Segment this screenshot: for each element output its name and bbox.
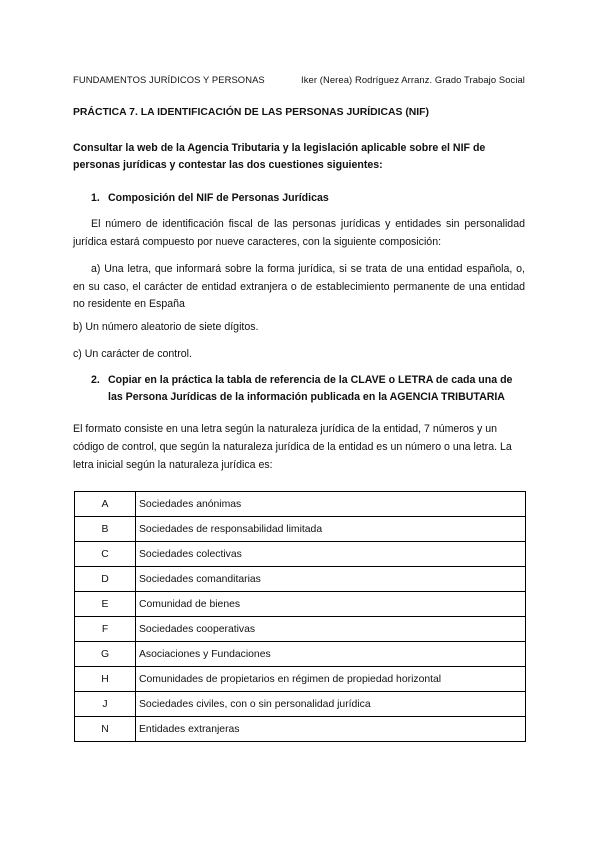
table-row: [75, 642, 526, 667]
section-1-paragraph: El número de identificación fiscal de las personas jurídicas y entidades sin personalidad jurídica estará compuesto por nueve caracteres, con la siguiente composición:: [73, 218, 525, 248]
description-cell: Sociedades de responsabilidad limitada: [136, 517, 526, 542]
intro-text: Consultar la web de la Agencia Tributaria y la legislación aplicable sobre el NIF de personas jurídicas y contestar las dos cuestiones siguientes:: [73, 142, 486, 171]
section-1-title: Composición del NIF de Personas Jurídicas: [108, 192, 329, 204]
table-row: [75, 617, 526, 642]
header-course: FUNDAMENTOS JURÍDICOS Y PERSONAS: [73, 74, 265, 85]
item-b-paragraph: b) Un número aleatorio de siete dígitos.: [73, 321, 259, 333]
description-cell: Sociedades civiles, con o sin personalidad jurídica: [136, 692, 526, 717]
letter-cell: D: [75, 567, 136, 592]
table-row: [75, 692, 526, 717]
letter-cell: J: [75, 692, 136, 717]
section-2-heading: [91, 372, 523, 406]
table-row: [75, 517, 526, 542]
section-1-heading: [91, 192, 329, 204]
description-cell: Comunidad de bienes: [136, 592, 526, 617]
description-cell: Entidades extranjeras: [136, 717, 526, 742]
table-row: [75, 542, 526, 567]
letter-cell: B: [75, 517, 136, 542]
section-2-paragraph: El formato consiste en una letra según la naturaleza jurídica de la entidad, 7 números y un código de control, que según la naturaleza jurídica de la entidad es un número o una letra. La letra inicial según la naturaleza jurídica es:: [73, 423, 512, 471]
page-header: [73, 74, 525, 85]
table-row: [75, 667, 526, 692]
item-c-paragraph: c) Un carácter de control.: [73, 348, 192, 360]
letter-cell: C: [75, 542, 136, 567]
table-row: [75, 592, 526, 617]
table-row: [75, 567, 526, 592]
nif-letter-table: [74, 491, 526, 742]
section-2-number: 2.: [91, 374, 100, 386]
letter-cell: F: [75, 617, 136, 642]
item-a-paragraph: a) Una letra, que informará sobre la forma jurídica, si se trata de una entidad española, o, en su caso, el carácter de entidad extranjera o de establecimiento permanente de una entidad no residente en España: [73, 263, 525, 310]
page-title: PRÁCTICA 7. LA IDENTIFICACIÓN DE LAS PERSONAS JURÍDICAS (NIF): [73, 107, 429, 118]
table-row: [75, 717, 526, 742]
header-author: Iker (Nerea) Rodríguez Arranz. Grado Trabajo Social: [301, 74, 525, 85]
description-cell: Asociaciones y Fundaciones: [136, 642, 526, 667]
letter-cell: E: [75, 592, 136, 617]
description-cell: Sociedades anónimas: [136, 492, 526, 517]
description-cell: Sociedades cooperativas: [136, 617, 526, 642]
description-cell: Sociedades comanditarias: [136, 567, 526, 592]
description-cell: Comunidades de propietarios en régimen de propiedad horizontal: [136, 667, 526, 692]
letter-cell: G: [75, 642, 136, 667]
letter-cell: N: [75, 717, 136, 742]
letter-cell: H: [75, 667, 136, 692]
letter-cell: A: [75, 492, 136, 517]
table-row: [75, 492, 526, 517]
section-2-title: Copiar en la práctica la tabla de referencia de la CLAVE o LETRA de cada una de las Persona Jurídicas de la información publicada en la AGENCIA TRIBUTARIA: [108, 374, 513, 403]
description-cell: Sociedades colectivas: [136, 542, 526, 567]
section-1-number: 1.: [91, 192, 100, 204]
